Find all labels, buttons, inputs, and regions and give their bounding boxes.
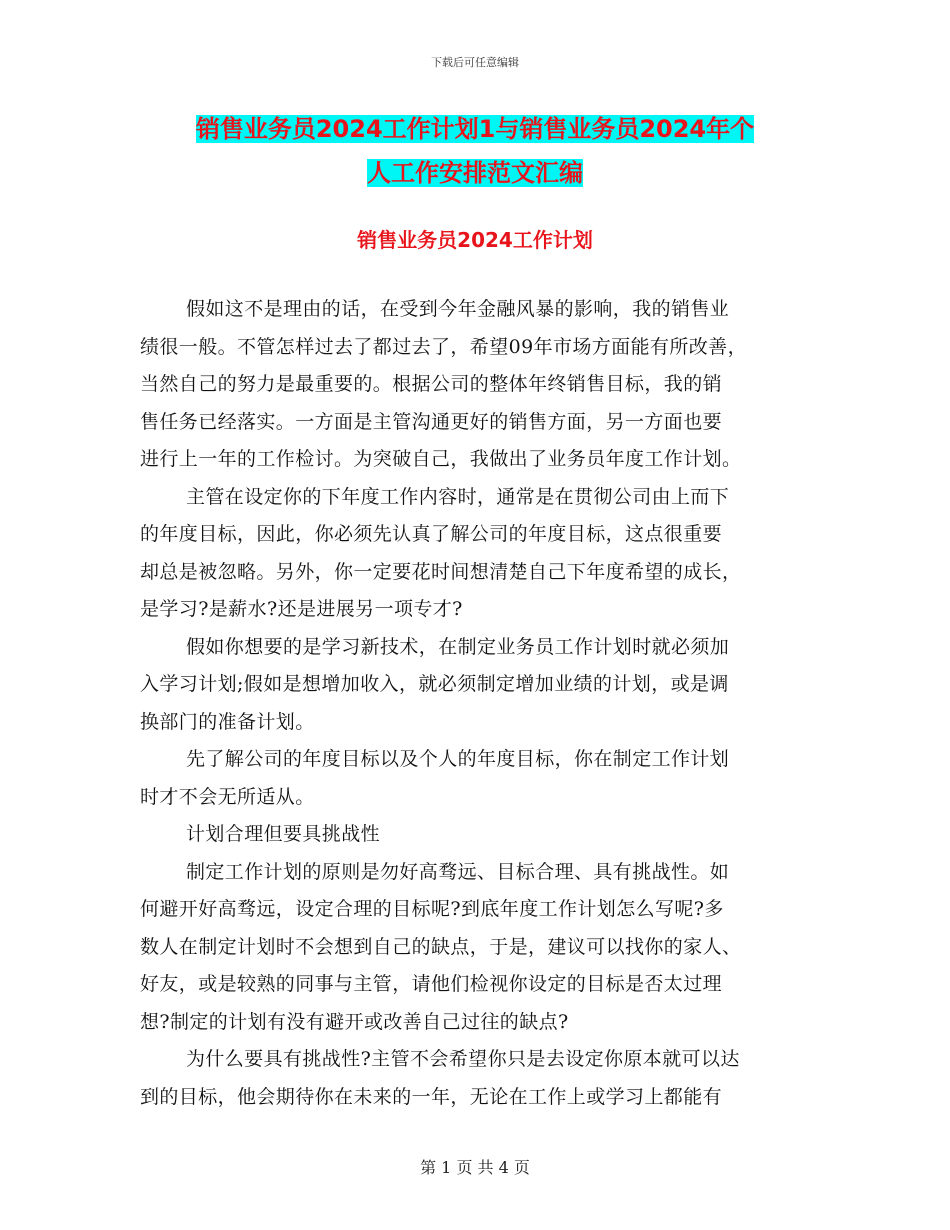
body-line: 绩很一般。不管怎样过去了都过去了，希望09年市场方面能有所改善，: [140, 335, 747, 358]
title-highlight-2: 人工作安排范文汇编: [367, 159, 583, 187]
document-title-line-1: [0, 114, 950, 144]
body-line: 何避开好高骛远，设定合理的目标呢?到底年度工作计划怎么写呢?多: [140, 898, 724, 920]
body-line: 好友，或是较熟的同事与主管，请他们检视你设定的目标是否太过理: [140, 973, 723, 995]
body-line: 先了解公司的年度目标以及个人的年度目标，你在制定工作计划: [186, 748, 730, 770]
body-line: 却总是被忽略。另外，你一定要花时间想清楚自己下年度希望的成长，: [140, 560, 742, 583]
body-line: 是学习?是薪水?还是进展另一项专才?: [140, 598, 463, 620]
body-line: 假如你想要的是学习新技术，在制定业务员工作计划时就必须加: [186, 635, 730, 658]
document-title-line-2: [0, 158, 950, 188]
body-line: 当然自己的努力是最重要的。根据公司的整体年终销售目标，我的销: [140, 373, 723, 395]
document-body: [140, 294, 810, 1119]
body-line: 制定工作计划的原则是勿好高骛远、目标合理、具有挑战性。如: [186, 860, 730, 883]
body-line: 想?制定的计划有没有避开或改善自己过往的缺点?: [140, 1010, 569, 1033]
body-line: 进行上一年的工作检讨。为突破自己，我做出了业务员年度工作计划。: [140, 448, 742, 470]
body-line: 为什么要具有挑战性?主管不会希望你只是去设定你原本就可以达: [186, 1048, 740, 1070]
body-line: 数人在制定计划时不会想到自己的缺点，于是，建议可以找你的家人、: [140, 935, 742, 958]
body-line: 售任务已经落实。一方面是主管沟通更好的销售方面，另一方面也要: [140, 410, 723, 433]
body-line: 换部门的准备计划。: [140, 710, 315, 733]
body-line: 假如这不是理由的话，在受到今年金融风暴的影响，我的销售业: [186, 298, 730, 320]
body-line: 主管在设定你的下年度工作内容时，通常是在贯彻公司由上而下: [186, 485, 730, 508]
section-heading: 销售业务员2024工作计划: [357, 228, 593, 252]
body-line: 的年度目标，因此，你必须先认真了解公司的年度目标，这点很重要: [140, 523, 723, 545]
body-line: 到的目标，他会期待你在未来的一年，无论在工作上或学习上都能有: [140, 1085, 723, 1108]
body-line: 计划合理但要具挑战性: [186, 823, 381, 845]
page-header: 下载后可任意编辑: [431, 56, 519, 69]
title-highlight-1: 销售业务员2024工作计划1与销售业务员2024年个: [195, 115, 755, 143]
page-footer: 第 1 页 共 4 页: [420, 1158, 530, 1177]
body-line: 入学习计划;假如是想增加收入，就必须制定增加业绩的计划，或是调: [140, 673, 729, 695]
body-line: 时才不会无所适从。: [140, 785, 315, 808]
